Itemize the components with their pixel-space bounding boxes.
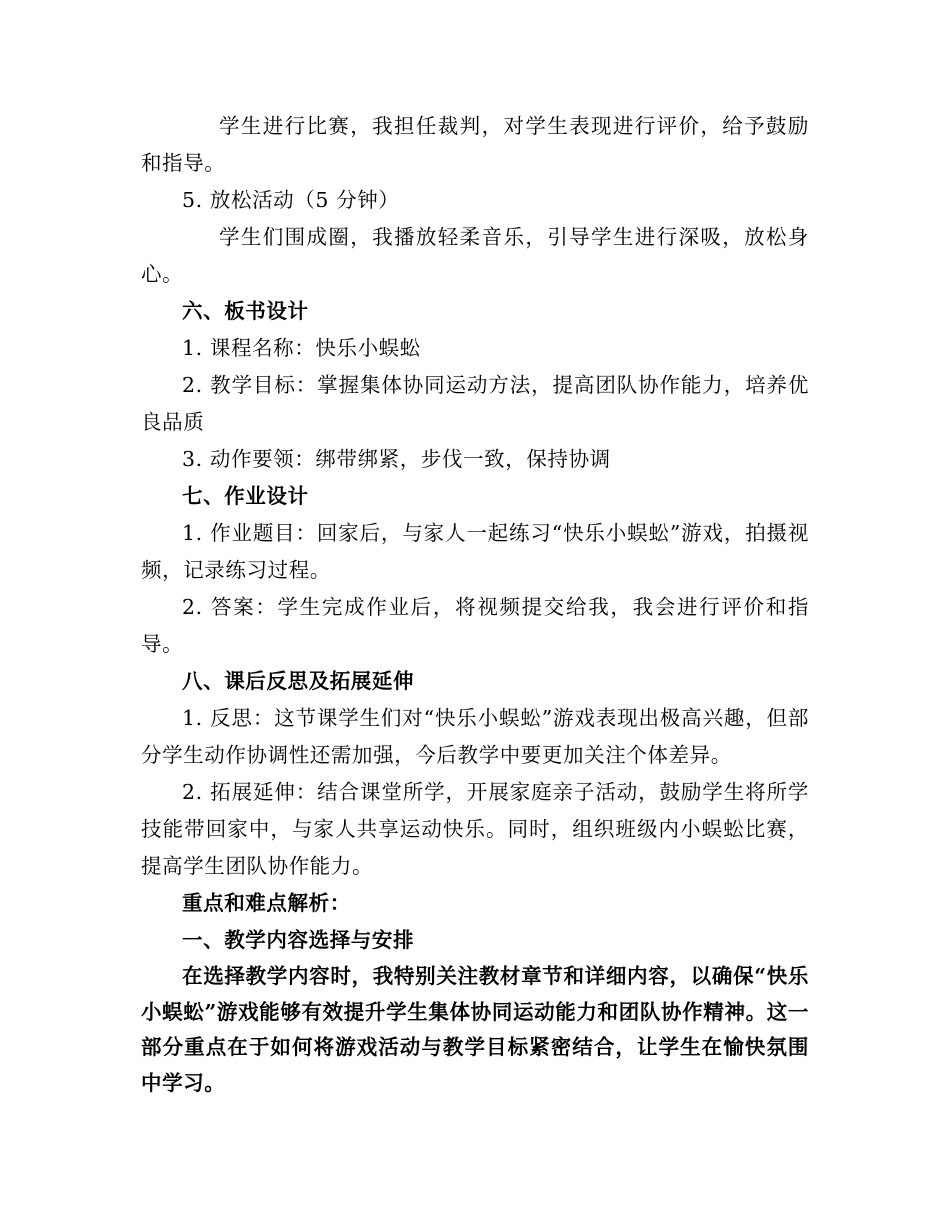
heading-content-selection: 一、教学内容选择与安排 bbox=[182, 928, 415, 952]
item-course-name: 1. 课程名称：快乐小蜈蚣 bbox=[182, 336, 421, 360]
document-body bbox=[141, 108, 809, 1101]
item-teaching-goal: 2. 教学目标：掌握集体协同运动方法，提高团队协作能力，培养优良品质 bbox=[141, 373, 809, 434]
item-homework-answer: 2. 答案：学生完成作业后，将视频提交给我，我会进行评价和指导。 bbox=[141, 595, 809, 656]
item-action-points: 3. 动作要领：绑带绑紧，步伐一致，保持协调 bbox=[182, 447, 611, 471]
paragraph-content-selection: 在选择教学内容时，我特别关注教材章节和详细内容，以确保“快乐小蜈蚣”游戏能够有效提升学生集体协同运动能力和团队协作精神。这一部分重点在于如何将游戏活动与教学目标紧密结合，让学生在愉快氛围中学习。 bbox=[141, 964, 809, 1095]
item-reflection: 1. 反思：这节课学生们对“快乐小蜈蚣”游戏表现出极高兴趣，但部分学生动作协调性还需加强，今后教学中要更加关注个体差异。 bbox=[141, 706, 809, 767]
heading-reflection: 八、课后反思及拓展延伸 bbox=[182, 669, 415, 693]
item-extension: 2. 拓展延伸：结合课堂所学，开展家庭亲子活动，鼓励学生将所学技能带回家中，与家人共享运动快乐。同时，组织班级内小蜈蚣比赛，提高学生团队协作能力。 bbox=[141, 780, 809, 878]
heading-homework-design: 七、作业设计 bbox=[182, 484, 309, 508]
heading-key-points: 重点和难点解析： bbox=[182, 891, 351, 915]
item-homework-topic: 1. 作业题目：回家后，与家人一起练习“快乐小蜈蚣”游戏，拍摄视频，记录练习过程。 bbox=[141, 521, 809, 582]
heading-board-design: 六、板书设计 bbox=[182, 299, 309, 323]
item-relax-activity: 5. 放松活动（5 分钟） bbox=[182, 188, 400, 212]
paragraph-competition: 学生进行比赛，我担任裁判，对学生表现进行评价，给予鼓励和指导。 bbox=[141, 114, 809, 175]
paragraph-relax: 学生们围成圈，我播放轻柔音乐，引导学生进行深吸，放松身心。 bbox=[141, 225, 809, 286]
